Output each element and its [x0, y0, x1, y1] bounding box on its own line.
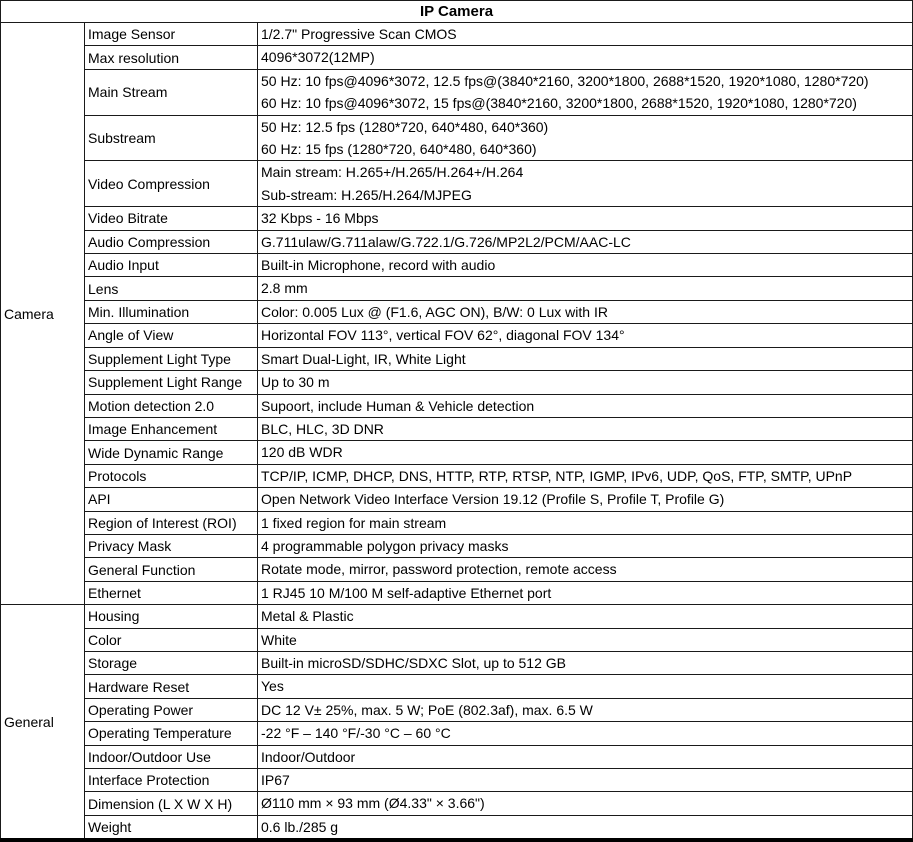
spec-row	[1, 324, 913, 347]
spec-value-line: Color: 0.005 Lux @ (F1.6, AGC ON), B/W: 0 Lux with IR	[261, 303, 608, 320]
spec-value-cell	[258, 558, 913, 581]
spec-row	[1, 69, 913, 115]
spec-row	[1, 698, 913, 721]
spec-value-line: DC 12 V± 25%, max. 5 W; PoE (802.3af), max. 6.5 W	[261, 701, 593, 718]
section-label-camera: Camera	[1, 23, 85, 605]
spec-name-cell: Storage	[85, 651, 258, 674]
spec-row	[1, 207, 913, 230]
spec-name-cell: Motion detection 2.0	[85, 394, 258, 417]
spec-name-cell: Weight	[85, 815, 258, 840]
spec-value-cell	[258, 394, 913, 417]
spec-value-cell	[258, 161, 913, 207]
spec-name-cell: API	[85, 488, 258, 511]
spec-name-cell: Image Enhancement	[85, 417, 258, 440]
spec-value-cell	[258, 324, 913, 347]
spec-value-line: 50 Hz: 12.5 fps (1280*720, 640*480, 640*360)	[261, 118, 549, 135]
section-label-general: General	[1, 605, 85, 841]
spec-value-cell	[258, 534, 913, 557]
spec-name-cell: Image Sensor	[85, 23, 258, 46]
spec-name-cell: Operating Temperature	[85, 722, 258, 745]
spec-value-cell	[258, 511, 913, 534]
spec-row	[1, 394, 913, 417]
spec-value-cell	[258, 230, 913, 253]
spec-value-line: Built-in Microphone, record with audio	[261, 257, 496, 274]
spec-row	[1, 675, 913, 698]
spec-row	[1, 464, 913, 487]
spec-row	[1, 254, 913, 277]
spec-name-cell: Max resolution	[85, 46, 258, 69]
spec-name-cell: Dimension (L X W X H)	[85, 792, 258, 815]
spec-value-cell	[258, 46, 913, 69]
spec-row	[1, 558, 913, 581]
spec-value-cell	[258, 417, 913, 440]
spec-value-line: Indoor/Outdoor	[261, 748, 356, 765]
spec-name-cell: Privacy Mask	[85, 534, 258, 557]
spec-value-cell	[258, 722, 913, 745]
spec-row	[1, 722, 913, 745]
spec-name-cell: Supplement Light Range	[85, 371, 258, 394]
spec-value-cell	[258, 23, 913, 46]
spec-value-line: 1/2.7" Progressive Scan CMOS	[261, 26, 457, 42]
spec-name-cell: Color	[85, 628, 258, 651]
spec-row	[1, 581, 913, 604]
spec-row	[1, 488, 913, 511]
spec-row	[1, 511, 913, 534]
spec-name-cell: Hardware Reset	[85, 675, 258, 698]
spec-value-line: 2.8 mm	[261, 280, 308, 297]
spec-row	[1, 417, 913, 440]
spec-value-line: Open Network Video Interface Version 19.12 (Profile S, Profile T, Profile G)	[261, 491, 725, 508]
spec-row	[1, 651, 913, 674]
spec-value-line: 120 dB WDR	[261, 444, 343, 461]
spec-name-cell: Audio Input	[85, 254, 258, 277]
spec-value-cell	[258, 488, 913, 511]
spec-value-line: IP67	[261, 772, 290, 788]
spec-name-cell: Video Compression	[85, 161, 258, 207]
spec-row	[1, 23, 913, 46]
spec-value-cell	[258, 277, 913, 300]
spec-value-cell	[258, 441, 913, 464]
spec-row	[1, 745, 913, 768]
spec-row	[1, 605, 913, 628]
spec-name-cell: General Function	[85, 558, 258, 581]
spec-value-cell	[258, 605, 913, 628]
spec-value-cell	[258, 745, 913, 768]
spec-row	[1, 161, 913, 207]
spec-value-line: Supoort, include Human & Vehicle detection	[261, 397, 535, 414]
spec-row	[1, 46, 913, 69]
spec-value-line: Horizontal FOV 113°, vertical FOV 62°, diagonal FOV 134°	[261, 327, 625, 344]
spec-value-line: Up to 30 m	[261, 374, 330, 391]
spec-name-cell: Protocols	[85, 464, 258, 487]
spec-value-cell	[258, 651, 913, 674]
title-row	[1, 1, 913, 23]
spec-name-cell: Wide Dynamic Range	[85, 441, 258, 464]
spec-value-cell	[258, 371, 913, 394]
spec-name-cell: Min. Illumination	[85, 300, 258, 323]
spec-value-cell	[258, 464, 913, 487]
spec-value-cell	[258, 792, 913, 815]
spec-row	[1, 115, 913, 161]
spec-value-cell	[258, 698, 913, 721]
spec-name-cell: Operating Power	[85, 698, 258, 721]
spec-value-cell	[258, 69, 913, 115]
spec-value-line: TCP/IP, ICMP, DHCP, DNS, HTTP, RTP, RTSP, NTP, IGMP, IPv6, UDP, QoS, FTP, SMTP, UPnP	[261, 467, 853, 484]
spec-value-cell	[258, 347, 913, 370]
spec-value-line: G.711ulaw/G.711alaw/G.722.1/G.726/MP2L2/PCM/AAC-LC	[261, 233, 631, 250]
spec-value-cell	[258, 769, 913, 792]
spec-value-line: Sub-stream: H.265/H.264/MJPEG	[261, 186, 472, 203]
spec-name-cell: Video Bitrate	[85, 207, 258, 230]
table-title: IP Camera	[1, 1, 913, 23]
spec-row	[1, 277, 913, 300]
spec-row	[1, 792, 913, 815]
spec-name-cell: Ethernet	[85, 581, 258, 604]
spec-name-cell: Lens	[85, 277, 258, 300]
spec-value-cell	[258, 300, 913, 323]
spec-name-cell: Audio Compression	[85, 230, 258, 253]
spec-value-line: 1 fixed region for main stream	[261, 514, 447, 531]
spec-value-line: Yes	[261, 678, 284, 695]
spec-value-line: Rotate mode, mirror, password protection, remote access	[261, 561, 617, 578]
spec-row	[1, 441, 913, 464]
spec-value-line: Smart Dual-Light, IR, White Light	[261, 350, 466, 367]
spec-value-line: 4096*3072(12MP)	[261, 49, 375, 66]
spec-name-cell: Interface Protection	[85, 769, 258, 792]
spec-value-line: Main stream: H.265+/H.265/H.264+/H.264	[261, 164, 524, 181]
spec-row	[1, 628, 913, 651]
spec-row	[1, 371, 913, 394]
spec-value-cell	[258, 254, 913, 277]
spec-value-line: 0.6 lb./285 g	[261, 818, 339, 835]
spec-value-line: 4 programmable polygon privacy masks	[261, 537, 509, 554]
spec-row	[1, 769, 913, 792]
spec-value-cell	[258, 815, 913, 840]
spec-value-line: 1 RJ45 10 M/100 M self-adaptive Ethernet port	[261, 584, 552, 601]
spec-name-cell: Supplement Light Type	[85, 347, 258, 370]
spec-name-cell: Main Stream	[85, 69, 258, 115]
spec-name-cell: Indoor/Outdoor Use	[85, 745, 258, 768]
spec-row	[1, 300, 913, 323]
spec-value-cell	[258, 675, 913, 698]
spec-value-cell	[258, 115, 913, 161]
spec-value-line: Metal & Plastic	[261, 608, 354, 625]
spec-value-cell	[258, 581, 913, 604]
spec-value-line: -22 °F – 140 °F/-30 °C – 60 °C	[261, 725, 451, 742]
spec-value-cell	[258, 207, 913, 230]
spec-name-cell: Angle of View	[85, 324, 258, 347]
spec-value-line: BLC, HLC, 3D DNR	[261, 420, 384, 437]
spec-value-line: 32 Kbps - 16 Mbps	[261, 210, 379, 227]
spec-row	[1, 815, 913, 840]
spec-row	[1, 534, 913, 557]
spec-value-line: Built-in microSD/SDHC/SDXC Slot, up to 512 GB	[261, 654, 566, 671]
spec-value-line: White	[261, 631, 297, 648]
spec-value-line: 60 Hz: 15 fps (1280*720, 640*480, 640*360)	[261, 141, 537, 158]
spec-value-line: 60 Hz: 10 fps@4096*3072, 15 fps@(3840*2160, 3200*1800, 2688*1520, 1920*1080, 1280*720)	[261, 95, 857, 112]
spec-row	[1, 230, 913, 253]
spec-value-line: Ø110 mm × 93 mm (Ø4.33" × 3.66")	[261, 795, 485, 812]
spec-name-cell: Region of Interest (ROI)	[85, 511, 258, 534]
spec-row	[1, 347, 913, 370]
spec-name-cell: Housing	[85, 605, 258, 628]
spec-value-line: 50 Hz: 10 fps@4096*3072, 12.5 fps@(3840*2160, 3200*1800, 2688*1520, 1920*1080, 1280*720)	[261, 72, 869, 89]
spec-value-cell	[258, 628, 913, 651]
spec-name-cell: Substream	[85, 115, 258, 161]
